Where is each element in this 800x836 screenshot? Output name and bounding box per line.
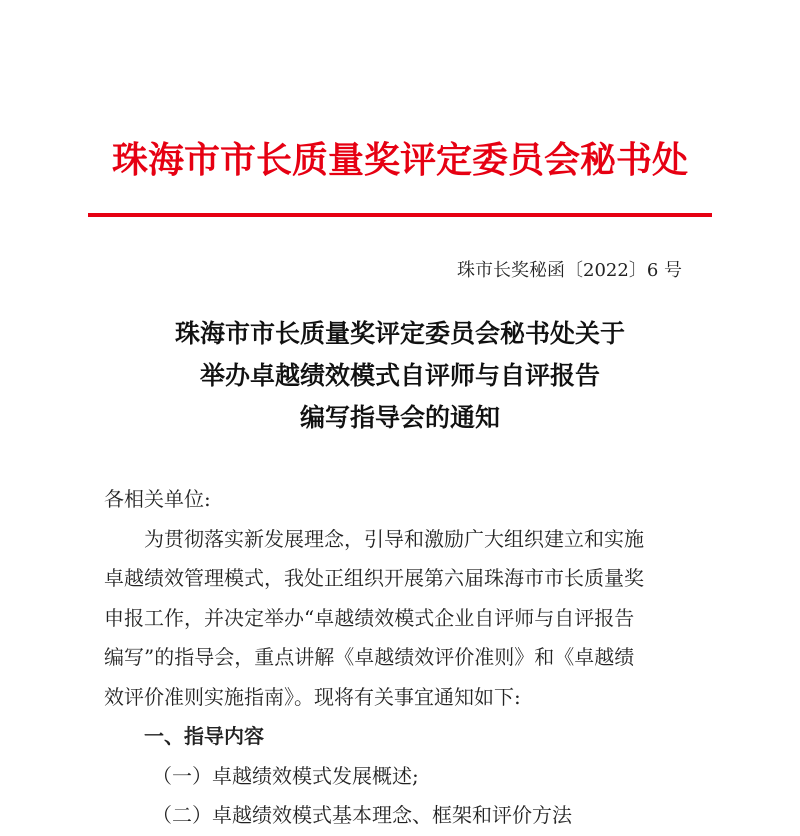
- notice-title: [86, 313, 714, 439]
- document-number: 珠市长奖秘函〔2022〕6 号: [457, 260, 682, 281]
- notice-title-line-3: 编写指导会的通知: [299, 403, 500, 432]
- paragraph-line-3: 申报工作，并决定举办“卓越绩效模式企业自评师与自评报告: [104, 605, 635, 630]
- red-divider-line: [88, 213, 712, 217]
- notice-title-line-2: 举办卓越绩效模式自评师与自评报告: [199, 361, 600, 390]
- masthead-title: 珠海市市长质量奖评定委员会秘书处: [111, 140, 688, 181]
- notice-body: [104, 480, 696, 836]
- paragraph-line-2: 卓越绩效管理模式，我处正组织开展第六届珠海市市长质量奖: [104, 566, 644, 590]
- section-heading: 一、指导内容: [144, 724, 264, 748]
- paragraph-line-1: 为贯彻落实新发展理念，引导和激励广大组织建立和实施: [144, 526, 644, 551]
- salutation: 各相关单位:: [104, 487, 211, 511]
- paragraph-line-4: 编写”的指导会，重点讲解《卓越绩效评价准则》和《卓越绩: [104, 645, 635, 669]
- list-item: （二）卓越绩效模式基本理念、框架和评价方法: [152, 803, 572, 827]
- list-item: （一）卓越绩效模式发展概述;: [152, 763, 419, 788]
- notice-title-line-1: 珠海市市长质量奖评定委员会秘书处关于: [174, 319, 625, 348]
- paragraph-line-5: 效评价准则实施指南》。现将有关事宜通知如下:: [104, 684, 521, 709]
